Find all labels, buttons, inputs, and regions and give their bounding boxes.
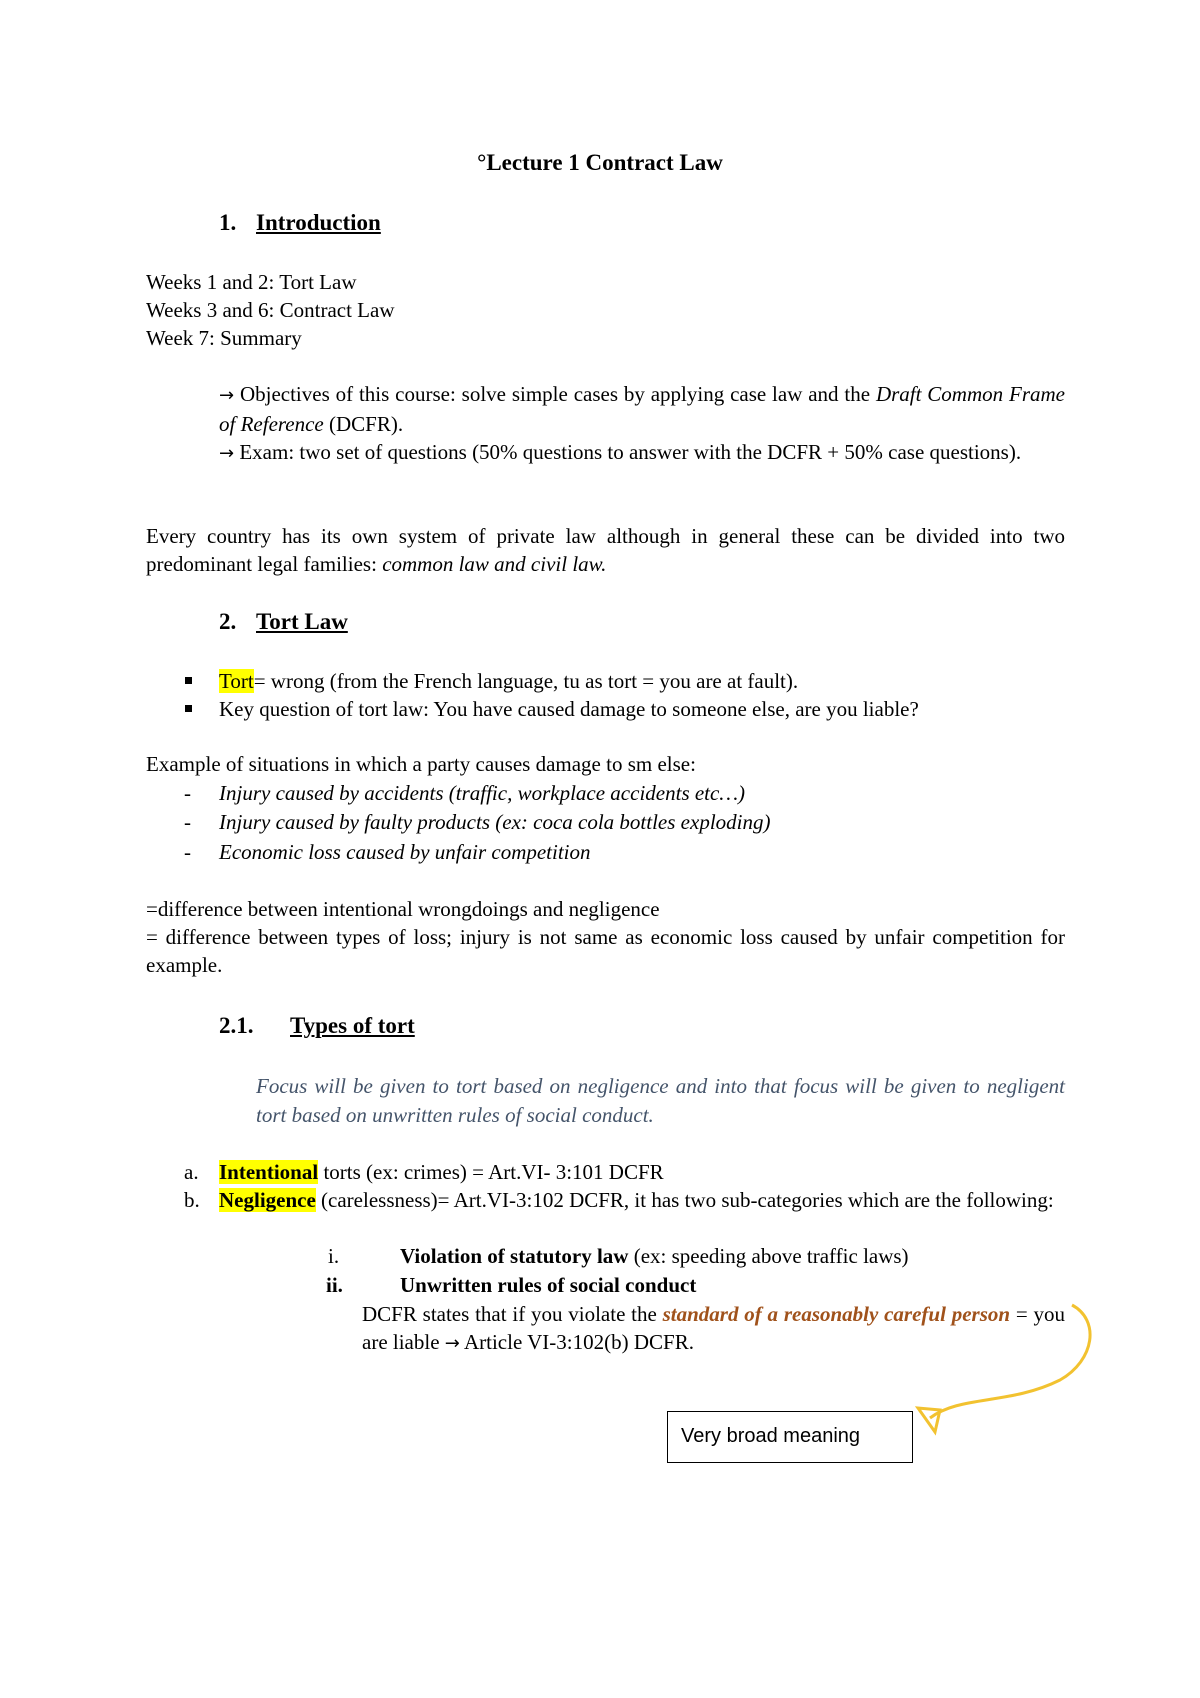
dash-icon: - (184, 781, 191, 805)
list-label-i: i. (328, 1244, 340, 1268)
section-2-1-heading: Types of tort (290, 1013, 415, 1038)
focus-note: Focus will be given to tort based on negligence and into that focus will be given to negligent tort based on unwritten rules of social conduct. (256, 1074, 1065, 1127)
right-arrow-icon: → (444, 1333, 460, 1354)
section-2-number: 2. (219, 609, 237, 634)
example-item: Injury caused by accidents (traffic, workplace accidents etc…) (219, 781, 746, 805)
objectives-paragraph: → Objectives of this course: solve simple cases by applying case law and the Draft Common Frame of Reference (DCFR). → Exam: two set of questions (50% questions to answer with the DCFR + 50% case questions). (219, 382, 1065, 464)
examples-intro: Example of situations in which a party causes damage to sm else: (146, 752, 696, 776)
example-item: Economic loss caused by unfair competition (219, 840, 591, 864)
right-arrow-icon: → (219, 385, 235, 406)
private-law-paragraph: Every country has its own system of private law although in general these can be divided into two predominant legal families: common law and civil law. (146, 524, 1065, 576)
week-line-3: Week 7: Summary (146, 326, 302, 350)
list-label-b: b. (184, 1188, 200, 1212)
page-title: °Lecture 1 Contract Law (477, 150, 723, 175)
list-label-ii: ii. (326, 1273, 343, 1297)
week-line-2: Weeks 3 and 6: Contract Law (146, 298, 395, 322)
dcfr-statement: DCFR states that if you violate the standard of a reasonably careful person = you are liable → Article VI-3:102(b) DCFR. (362, 1302, 1065, 1354)
example-item: Injury caused by faulty products (ex: coca cola bottles exploding) (219, 810, 771, 834)
callout-box: Very broad meaning (667, 1411, 913, 1463)
difference-line-1: =difference between intentional wrongdoings and negligence (146, 897, 660, 921)
type-negligence: Negligence (carelessness)= Art.VI-3:102 DCFR, it has two sub-categories which are the following: (219, 1188, 1054, 1212)
section-1-number: 1. (219, 210, 237, 235)
sub-type-unwritten: Unwritten rules of social conduct (400, 1273, 697, 1297)
list-label-a: a. (184, 1160, 199, 1184)
week-line-1: Weeks 1 and 2: Tort Law (146, 270, 357, 294)
bullet-item-tort: Tort= wrong (from the French language, tu as tort = you are at fault). (219, 669, 799, 693)
type-intentional: Intentional torts (ex: crimes) = Art.VI- 3:101 DCFR (219, 1160, 664, 1184)
bullet-item-key-question: Key question of tort law: You have caused damage to someone else, are you liable? (219, 697, 919, 721)
right-arrow-icon: → (219, 443, 235, 464)
section-1-heading: Introduction (256, 210, 381, 235)
difference-line-2: = difference between types of loss; injury is not same as economic loss caused by unfair competition for example. (146, 925, 1065, 977)
section-2-heading: Tort Law (256, 609, 348, 634)
sub-type-statutory: Violation of statutory law (ex: speeding above traffic laws) (400, 1244, 909, 1268)
dash-icon: - (184, 810, 191, 834)
section-2-1-number: 2.1. (219, 1013, 254, 1038)
dash-icon: - (184, 840, 191, 864)
